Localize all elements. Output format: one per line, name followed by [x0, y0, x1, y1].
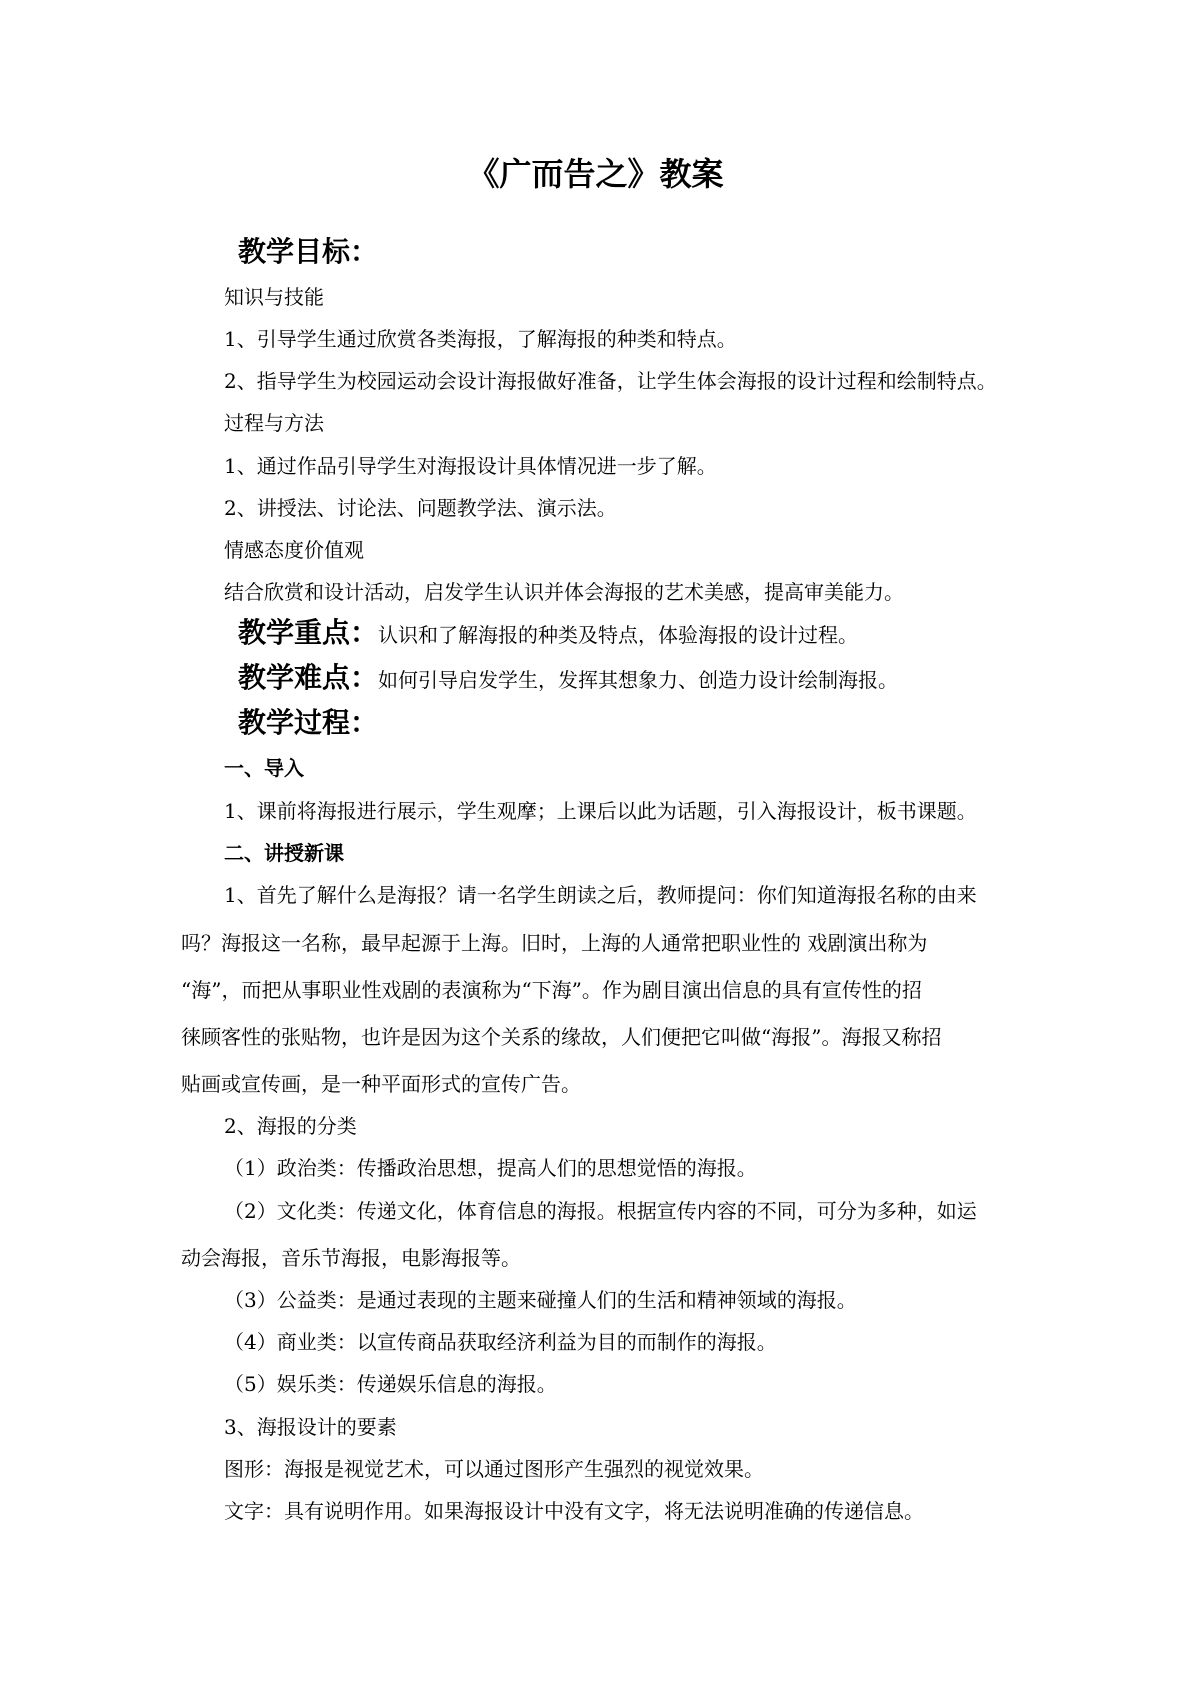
document-title: 《广而告之》教案	[467, 155, 724, 193]
knowledge-label: 知识与技能	[224, 285, 324, 309]
process-heading: 教学过程：	[238, 706, 379, 739]
class-cultural-line-2: 动会海报，音乐节海报，电影海报等。	[181, 1246, 521, 1270]
key-point-heading: 教学重点：	[238, 616, 379, 649]
class-entertainment: （5）娱乐类：传递娱乐信息的海报。	[224, 1372, 557, 1396]
class-political: （1）政治类：传播政治思想，提高人们的思想觉悟的海报。	[224, 1156, 757, 1180]
objectives-heading: 教学目标：	[238, 235, 379, 268]
class-cultural-line-1: （2）文化类：传递文化，体育信息的海报。根据宣传内容的不同，可分为多种，如运	[224, 1199, 977, 1223]
element-graphic: 图形：海报是视觉艺术，可以通过图形产生强烈的视觉效果。	[224, 1457, 764, 1481]
elements-heading: 3、海报设计的要素	[224, 1415, 397, 1439]
para1-line-1: 1、首先了解什么是海报？请一名学生朗读之后，教师提问：你们知道海报名称的由来	[224, 883, 977, 907]
knowledge-item-1: 1、引导学生通过欣赏各类海报，了解海报的种类和特点。	[224, 327, 737, 351]
process-label: 过程与方法	[224, 411, 324, 435]
key-point-text: 认识和了解海报的种类及特点，体验海报的设计过程。	[378, 623, 859, 647]
section2-heading: 二、讲授新课	[224, 841, 344, 865]
class-commercial: （4）商业类：以宣传商品获取经济利益为目的而制作的海报。	[224, 1330, 777, 1354]
difficulty-row	[238, 661, 899, 694]
para1-line-4: 徕顾客性的张贴物，也许是因为这个关系的缘故，人们便把它叫做“海报”。海报又称招	[181, 1025, 942, 1049]
emotion-text: 结合欣赏和设计活动，启发学生认识并体会海报的艺术美感，提高审美能力。	[224, 580, 904, 604]
section1-heading: 一、导入	[224, 756, 304, 780]
para1-line-3: “海”，而把从事职业性戏剧的表演称为“下海”。作为剧目演出信息的具有宣传性的招	[181, 978, 922, 1002]
difficulty-text: 如何引导启发学生，发挥其想象力、创造力设计绘制海报。	[378, 668, 899, 692]
difficulty-heading: 教学难点：	[238, 661, 379, 694]
element-text: 文字：具有说明作用。如果海报设计中没有文字，将无法说明准确的传递信息。	[224, 1499, 924, 1523]
emotion-label: 情感态度价值观	[224, 538, 364, 562]
process-item-2: 2、讲授法、讨论法、问题教学法、演示法。	[224, 496, 617, 520]
process-item-1: 1、通过作品引导学生对海报设计具体情况进一步了解。	[224, 454, 717, 478]
key-point-row	[238, 616, 859, 649]
para1-line-5: 贴画或宣传画，是一种平面形式的宣传广告。	[181, 1072, 581, 1096]
section1-text: 1、课前将海报进行展示，学生观摩；上课后以此为话题，引入海报设计，板书课题。	[224, 799, 977, 823]
para1-line-2: 吗？海报这一名称，最早起源于上海。旧时，上海的人通常把职业性的 戏剧演出称为	[181, 931, 928, 955]
class-public: （3）公益类：是通过表现的主题来碰撞人们的生活和精神领域的海报。	[224, 1288, 857, 1312]
classification-heading: 2、海报的分类	[224, 1114, 357, 1138]
knowledge-item-2: 2、指导学生为校园运动会设计海报做好准备，让学生体会海报的设计过程和绘制特点。	[224, 369, 997, 393]
